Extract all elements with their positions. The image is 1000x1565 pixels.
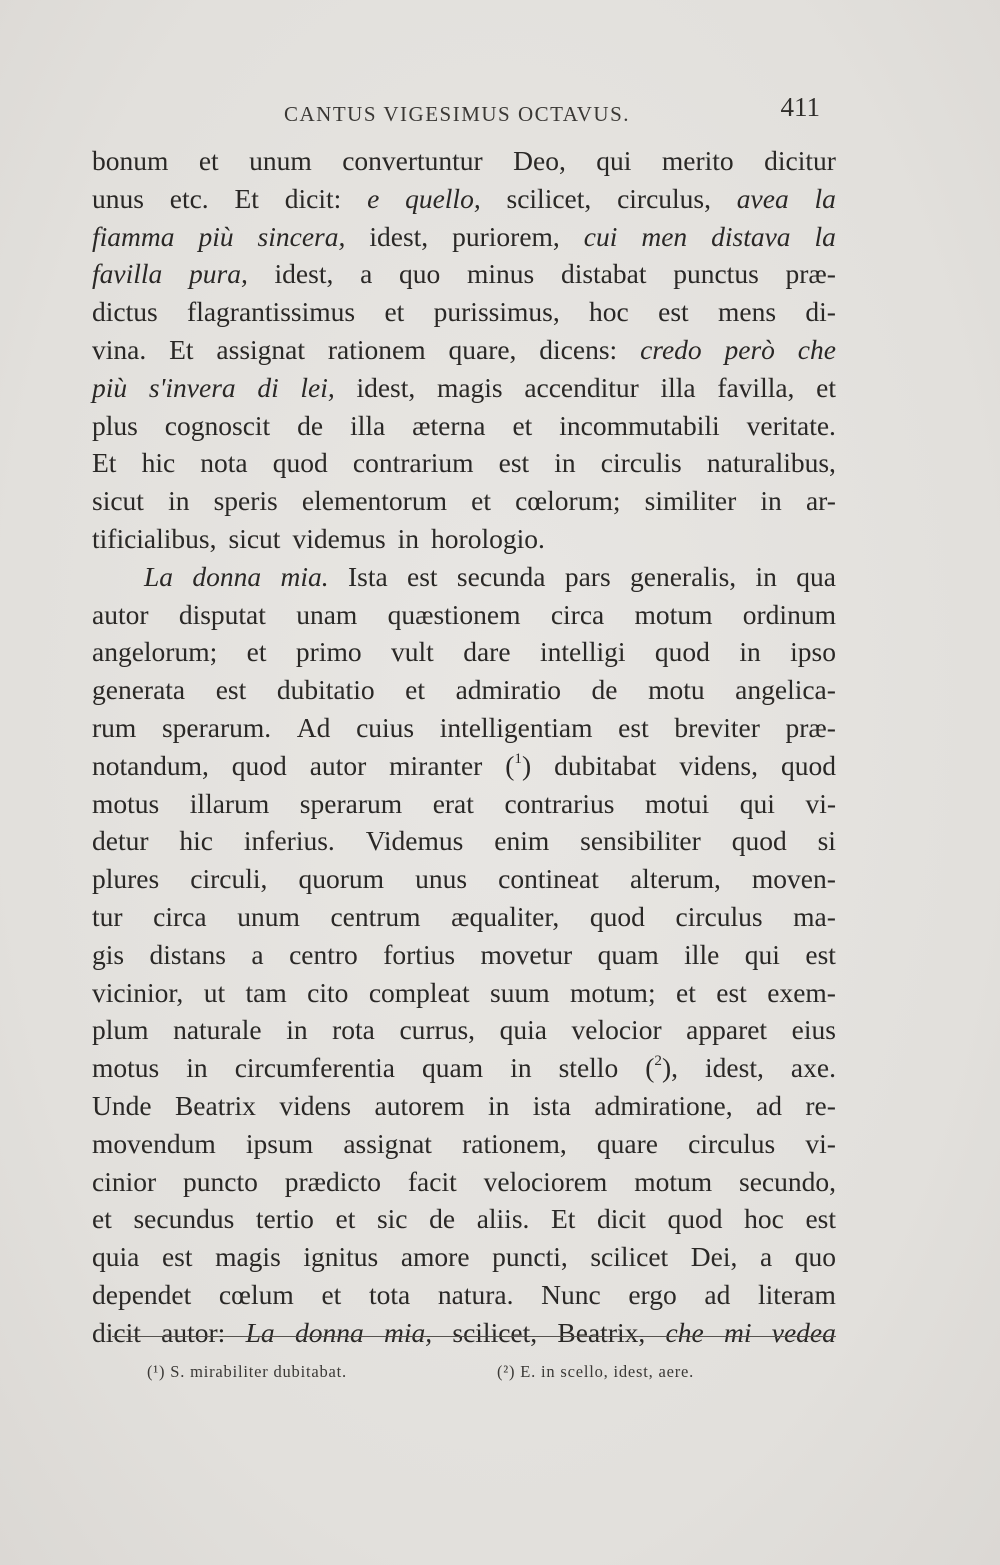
text-line: bonum et unum convertuntur Deo, qui merito dicitur [92,145,836,176]
text-line: vicinior, ut tam cito compleat suum motum; et est exem- [92,976,836,1008]
footnote-1: (¹) S. mirabiliter dubitabat. [147,1362,347,1381]
text-line: vina. Et assignat rationem quare, dicens: credo però che [92,333,836,365]
text-line: autor disputat unam quæstionem circa motum ordinum [92,598,836,630]
text-line: più s'invera di lei, idest, magis accenditur illa favilla, et [92,371,836,403]
text-line: dependet cœlum et tota natura. Nunc ergo ad literam [92,1278,836,1310]
text-line: tificialibus, sicut videmus in horologio. [92,522,545,554]
text-line: fiamma più sincera, idest, puriorem, cui men distava la [92,220,836,252]
text-line: movendum ipsum assignat rationem, quare circulus vi- [92,1127,836,1159]
text-line: tur circa unum centrum æqualiter, quod circulus ma- [92,900,836,932]
text-line: Unde Beatrix videns autorem in ista admiratione, ad re- [92,1089,836,1121]
page-number: 411 [780,92,820,122]
running-title: CANTUS VIGESIMUS OCTAVUS. [284,102,631,126]
text-line: quia est magis ignitus amore puncti, scilicet Dei, a quo [92,1241,836,1273]
footnote-2: (²) E. in scello, idest, aere. [497,1362,695,1381]
text-line: Et hic nota quod contrarium est in circulis naturalibus, [92,447,836,479]
text-line: unus etc. Et dicit: e quello, scilicet, circulus, avea la [92,182,836,214]
text-line: notandum, quod autor miranter ($^1$) dubitabat videns, quod [92,749,836,781]
text-line: generata est dubitatio et admiratio de motu angelica- [92,674,836,706]
text-line: detur hic inferius. Videmus enim sensibiliter quod si [92,825,836,857]
text-line: rum sperarum. Ad cuius intelligentiam est breviter præ- [92,711,836,743]
body-text [92,142,836,1352]
footnote-rule [112,1336,836,1337]
text-line: plus cognoscit de illa æterna et incommutabili veritate. [92,409,836,441]
running-head [96,92,822,128]
text-line: La donna mia. Ista est secunda pars generalis, in qua [144,560,836,592]
text-line: motus illarum sperarum erat contrarius motui qui vi- [92,787,836,819]
text-line: sicut in speris elementorum et cœlorum; similiter in ar- [92,485,836,517]
text-line: plures circuli, quorum unus contineat alterum, moven- [92,863,836,895]
text-line: gis distans a centro fortius movetur quam ille qui est [92,938,836,970]
text-line: motus in circumferentia quam in stello ($^2$), idest, axe. [92,1052,836,1084]
text-line: angelorum; et primo vult dare intelligi quod in ipso [92,636,836,668]
text-line: dictus flagrantissimus et purissimus, hoc est mens di- [92,296,836,328]
text-line: cinior puncto prædicto facit velociorem motum secundo, [92,1165,836,1197]
text-line: dicit autor: La donna mia, scilicet, Beatrix, che mi vedea [92,1316,836,1348]
text-line: plum naturale in rota currus, quia velocior apparet eius [92,1014,836,1046]
text-line: et secundus tertio et sic de aliis. Et dicit quod hoc est [92,1203,836,1235]
text-line: favilla pura, idest, a quo minus distabat punctus præ- [92,258,836,290]
